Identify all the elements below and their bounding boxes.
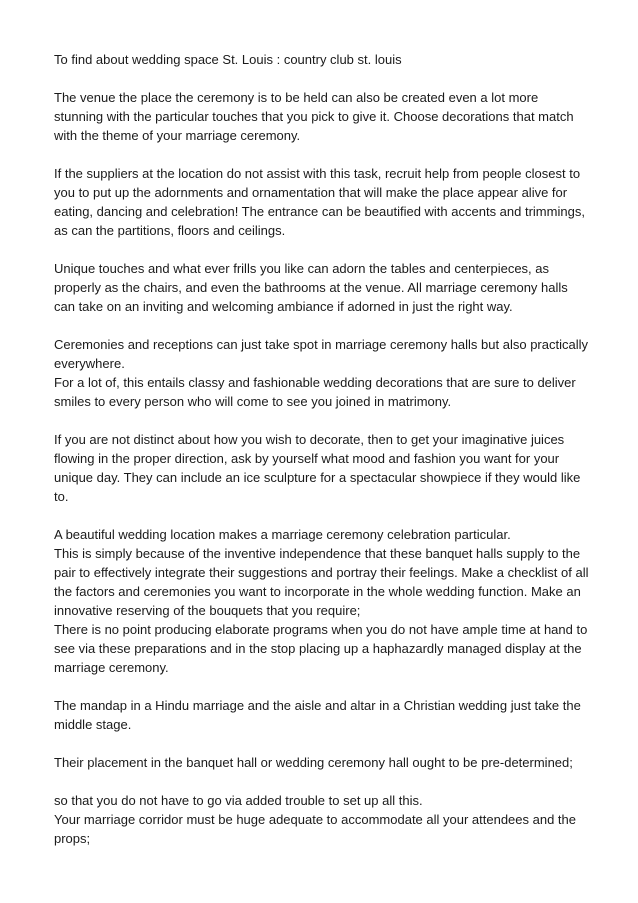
paragraph <box>54 430 594 506</box>
text-line: properly as the chairs, and even the bathrooms at the venue. All marriage ceremony halls <box>54 280 568 295</box>
paragraph <box>54 164 594 240</box>
text-line: see via these preparations and in the stop placing up a haphazardly managed display at the <box>54 641 582 656</box>
text-line: To find about wedding space St. Louis : country club st. louis <box>54 52 402 67</box>
text-line: stunning with the particular touches that you pick to give it. Choose decorations that match <box>54 109 574 124</box>
text-line: unique day. They can include an ice sculpture for a spectacular showpiece if they would like <box>54 470 581 485</box>
text-line: props; <box>54 831 91 846</box>
paragraph <box>54 259 594 316</box>
document-body <box>54 50 594 848</box>
text-line: eating, dancing and celebration! The entrance can be beautified with accents and trimmings, <box>54 204 585 219</box>
text-line: pair to effectively integrate their suggestions and portray their feelings. Make a checklist of all <box>54 565 589 580</box>
paragraph-spacer <box>54 316 594 335</box>
text-line: the factors and ceremonies you want to incorporate in the whole wedding function. Make an <box>54 584 581 599</box>
text-line: If you are not distinct about how you wish to decorate, then to get your imaginative juices <box>54 432 565 447</box>
text-line: The venue the place the ceremony is to be held can also be created even a lot more <box>54 90 539 105</box>
text-line: This is simply because of the inventive independence that these banquet halls supply to the <box>54 546 581 561</box>
text-line: flowing in the proper direction, ask by yourself what mood and fashion you want for your <box>54 451 560 466</box>
text-line: you to put up the adornments and ornamentation that will make the place appear alive for <box>54 185 568 200</box>
text-line: There is no point producing elaborate programs when you do not have ample time at hand to <box>54 622 588 637</box>
text-line: Ceremonies and receptions can just take spot in marriage ceremony halls but also practically <box>54 337 588 352</box>
paragraph <box>54 791 594 848</box>
paragraph-spacer <box>54 240 594 259</box>
paragraph <box>54 525 594 677</box>
paragraph <box>54 753 594 772</box>
text-line: innovative reserving of the bouquets that you require; <box>54 603 361 618</box>
text-line: everywhere. <box>54 356 125 371</box>
paragraph-spacer <box>54 411 594 430</box>
text-line: A beautiful wedding location makes a marriage ceremony celebration particular. <box>54 527 511 542</box>
text-line: as can the partitions, floors and ceilings. <box>54 223 286 238</box>
text-line: so that you do not have to go via added trouble to set up all this. <box>54 793 423 808</box>
paragraph-spacer <box>54 69 594 88</box>
paragraph-spacer <box>54 772 594 791</box>
paragraph-spacer <box>54 677 594 696</box>
text-line: The mandap in a Hindu marriage and the aisle and altar in a Christian wedding just take the <box>54 698 581 713</box>
text-line: If the suppliers at the location do not assist with this task, recruit help from people closest to <box>54 166 581 181</box>
paragraph <box>54 88 594 145</box>
text-line: middle stage. <box>54 717 132 732</box>
text-line: Unique touches and what ever frills you like can adorn the tables and centerpieces, as <box>54 261 550 276</box>
paragraph-spacer <box>54 145 594 164</box>
text-line: marriage ceremony. <box>54 660 169 675</box>
paragraph-spacer <box>54 734 594 753</box>
paragraph-spacer <box>54 506 594 525</box>
text-line: to. <box>54 489 69 504</box>
text-line: Your marriage corridor must be huge adequate to accommodate all your attendees and the <box>54 812 577 827</box>
paragraph <box>54 335 594 411</box>
text-line: can take on an inviting and welcoming ambiance if adorned in just the right way. <box>54 299 513 314</box>
text-line: Their placement in the banquet hall or wedding ceremony hall ought to be pre-determined; <box>54 755 573 770</box>
paragraph <box>54 696 594 734</box>
text-line: For a lot of, this entails classy and fashionable wedding decorations that are sure to deliver <box>54 375 576 390</box>
paragraph <box>54 50 594 69</box>
text-line: smiles to every person who will come to see you joined in matrimony. <box>54 394 452 409</box>
text-line: with the theme of your marriage ceremony. <box>54 128 301 143</box>
